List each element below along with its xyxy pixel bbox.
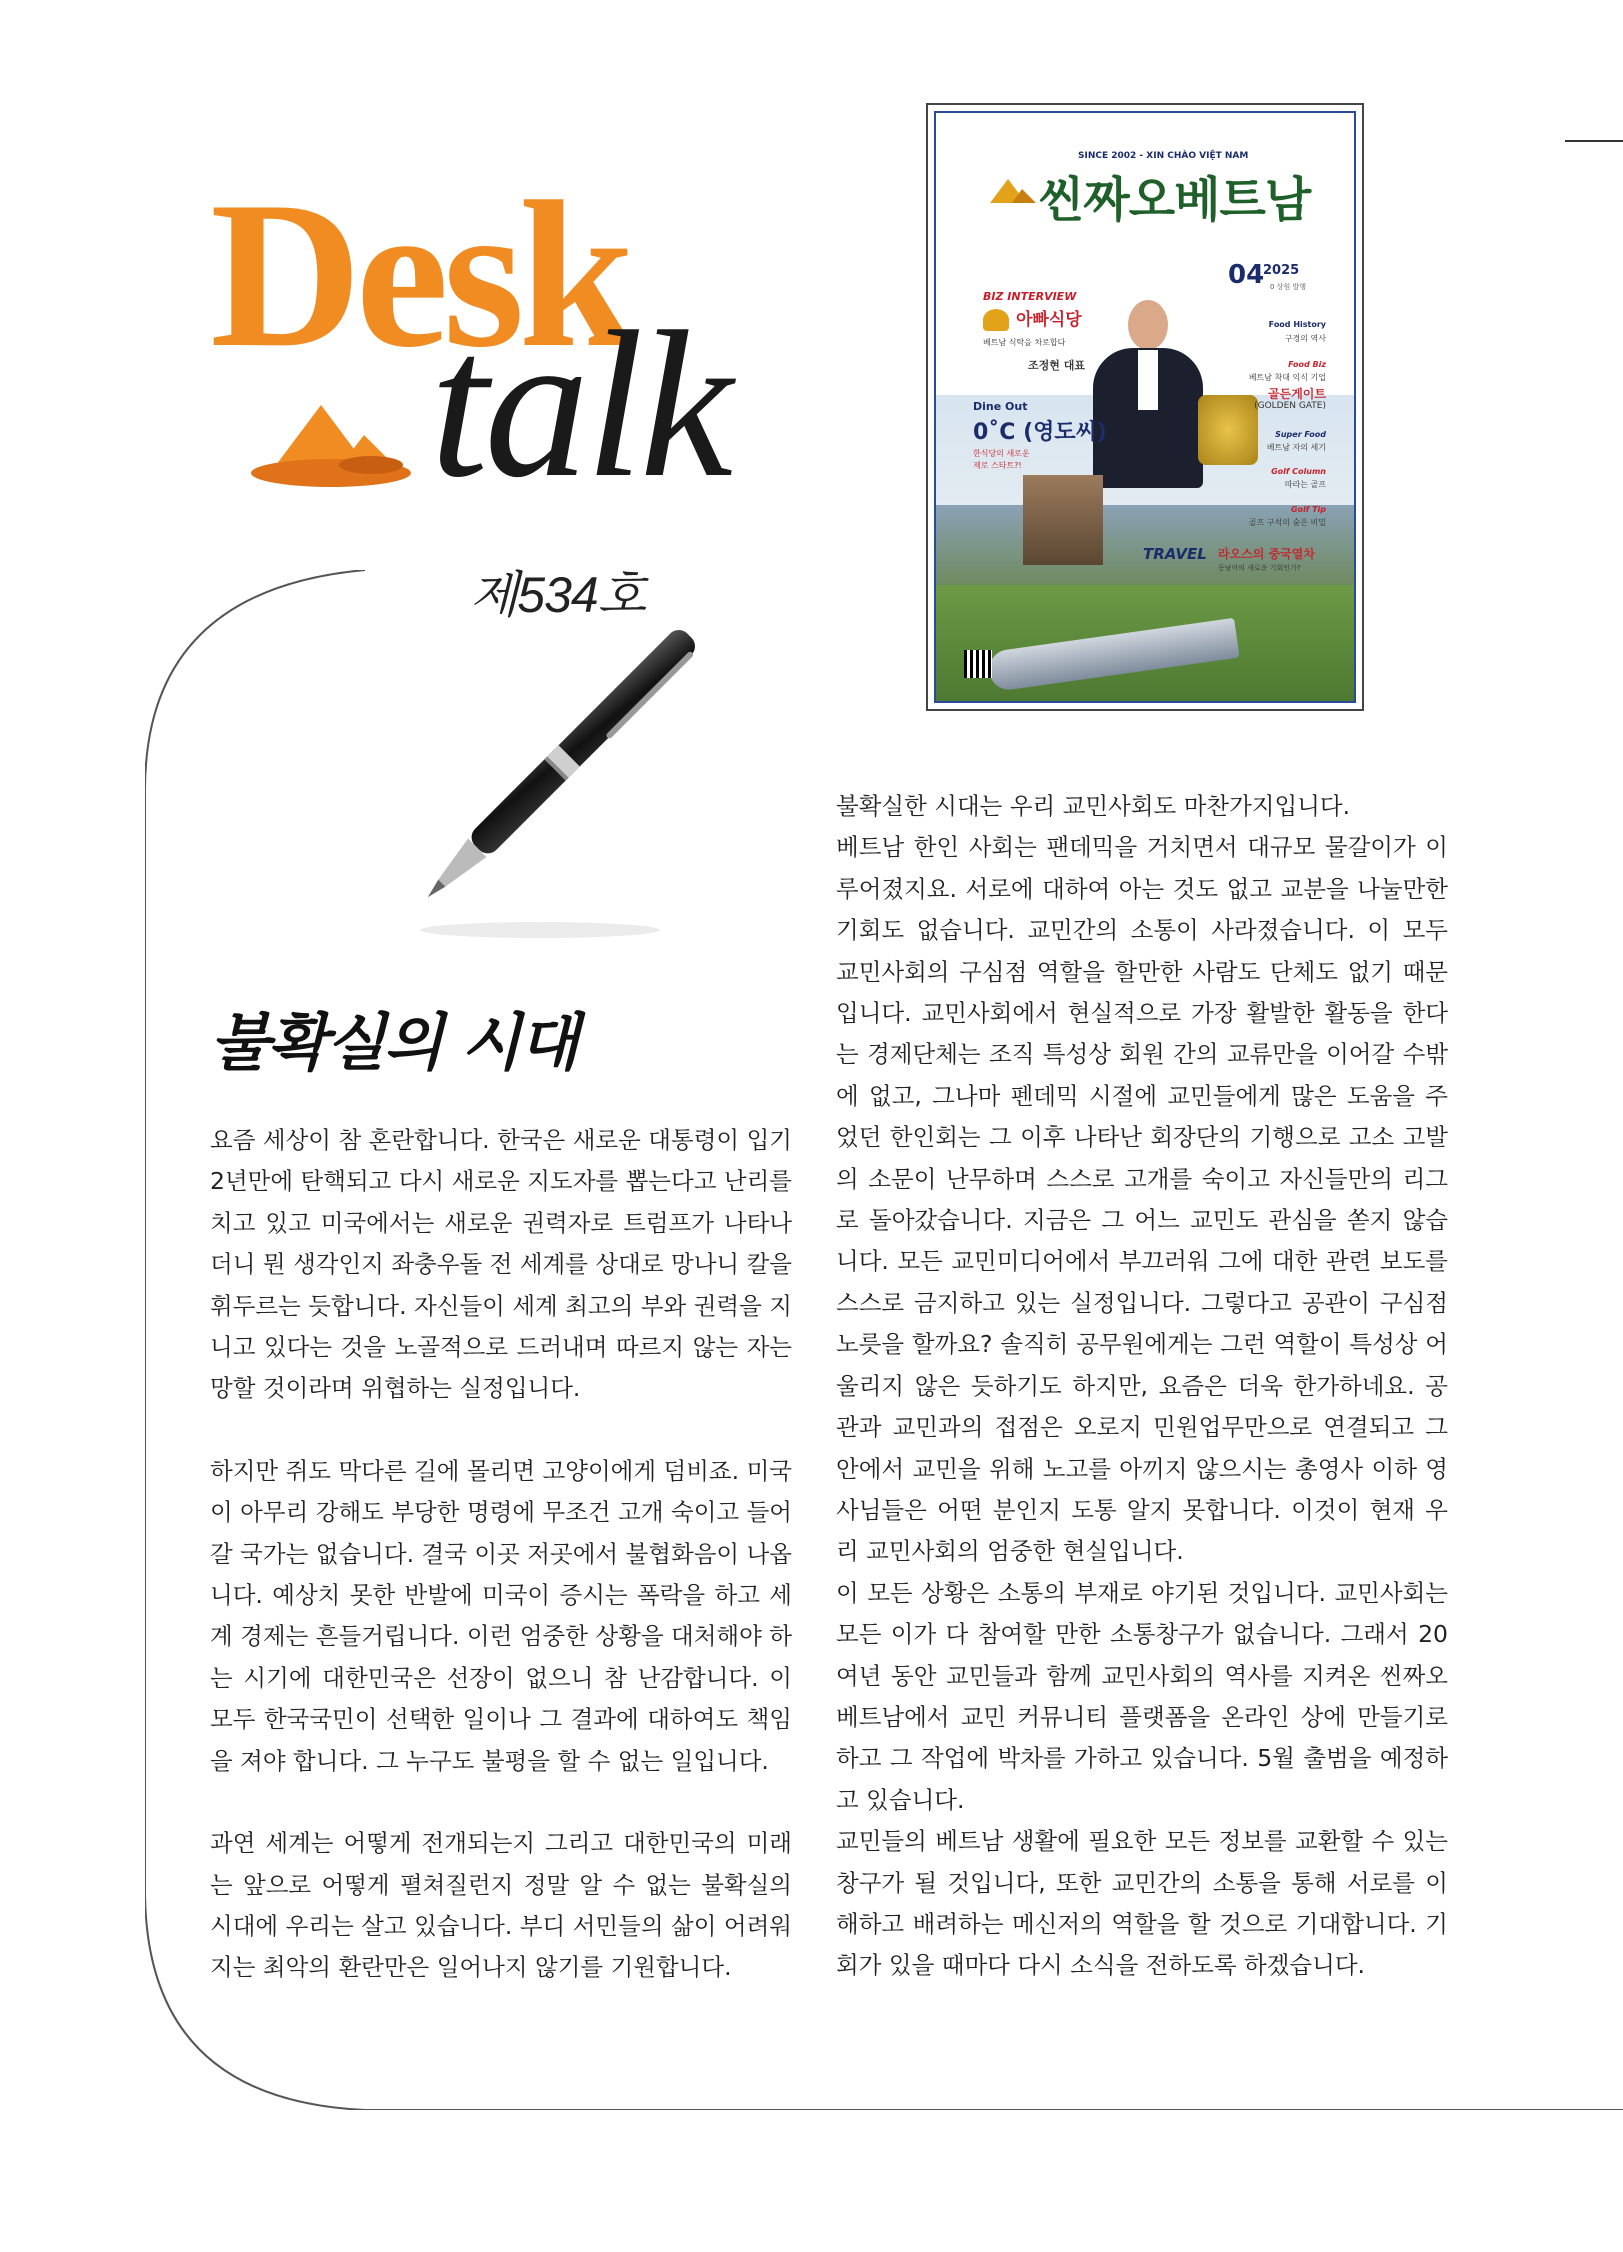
cover-laos: 라오스의 중국열차 (1218, 547, 1315, 561)
cover-golf-column: Golf Column (1271, 467, 1326, 476)
cover-food-history-sub: 구경의 역사 (1284, 334, 1326, 343)
cover-laos-sub: 동남아의 새로운 기회인가? (1218, 564, 1301, 572)
cover-golf-tip: Golf Tip (1291, 505, 1326, 514)
cover-person-name: 조정현 대표 (1028, 359, 1085, 372)
pyramid-icon (246, 395, 416, 495)
article-headline: 불확실의 시대 (210, 1006, 577, 1079)
cover-person (1093, 300, 1203, 490)
cover-travel: TRAVEL (1143, 545, 1207, 563)
cover-food-photo (1023, 475, 1103, 565)
cover-biz-interview: BIZ INTERVIEW (983, 290, 1077, 303)
article-paragraph: 불확실한 시대는 우리 교민사회도 마찬가지입니다. (836, 792, 1351, 820)
cover-logo-mark (990, 177, 1036, 205)
cover-restaurant-line: 베트남 식탁을 차로합다 (983, 338, 1066, 347)
qr-code (964, 650, 992, 678)
cover-super-food-sub: 베트남 자의 세기 (1266, 443, 1326, 452)
cover-title: 씬짜오베트남 (1038, 172, 1311, 228)
cover-zero-c: 0˚C (영도씨) (973, 420, 1107, 445)
cover-issue-month: 04 (1228, 260, 1265, 290)
pen-illustration (390, 600, 720, 960)
cover-gold (1198, 395, 1258, 465)
article-paragraph: 과연 세계는 어떻게 전개되는지 그리고 대한민국의 미래는 앞으로 어떻게 펼쳐질런지 정말 알 수 없는 불확실의 시대에 우리는 살고 있습니다. 부디 서민들의 삶이 어려워지는 최악의 환란만은 일어나지 않기를 기원합니다. (210, 1829, 792, 1982)
cover-golden-gate-en: (GOLDEN GATE) (1254, 401, 1326, 411)
cover-golf-tip-sub: 골프 구석의 숨은 비밀 (1248, 518, 1326, 527)
cover-issue-year: 2025 (1263, 263, 1300, 278)
article-left-column (210, 1120, 792, 2030)
cover-restaurant-icon (983, 309, 1009, 331)
article-paragraph: 베트남 한인 사회는 팬데믹을 거치면서 대규모 물갈이가 이루어졌지요. 서로에 대하여 아는 것도 없고 교분을 나눌만한 기회도 없습니다. 교민간의 소통이 사라졌습니다. 이 모두 교민사회의 구심점 역할을 할만한 사람도 단체도 없기 때문입니다. 교민사회에서 현실적으로 가장 활발한 활동을 한다는 경제단체는 조직 특성상 회원 간의 교류만을 이어갈 수밖에 없고, 그나마 펜데믹 시절에 교민들에게 많은 도움을 주었던 한인회는 그 이후 나타난 회장단의 기행으로 고소 고발의 소문이 난무하며 스스로 고개를 숙이고 자신들만의 리그로 돌아갔습니다. 지금은 그 어느 교민도 관심을 쏟지 않습니다. 모든 교민미디어에서 부끄러워 그에 대한 관련 보도를 스스로 금지하고 있는 실정입니다. 그렇다고 공관이 구심점 노릇을 할까요? 솔직히 공무원에게는 그런 역할이 특성상 어울리지 않은 듯하기도 하지만, 요즘은 더욱 한가하네요. 공관과 교민과의 접점은 오로지 민원업무만으로 연결되고 그 안에서 교민을 위해 노고를 아끼지 않으시는 총영사 이하 영사님들은 어떤 분인지 도통 알지 못합니다. 이것이 현재 우리 교민사회의 엄중한 현실입니다. (836, 833, 1448, 1566)
logo-desk: Desk (210, 159, 630, 391)
cover-since: SINCE 2002 - XIN CHÀO VIỆT NAM (1078, 151, 1249, 161)
corner-rule (1565, 140, 1623, 142)
cover-dine-out: Dine Out (973, 400, 1028, 413)
cover-food-history: Food History (1268, 320, 1326, 329)
article-right-column (836, 786, 1448, 1987)
cover-food-biz-sub: 베트남 착대 익식 기업 (1248, 373, 1326, 382)
article-paragraph: 이 모든 상황은 소통의 부재로 야기된 것입니다. 교민사회는 모든 이가 다 참여할 만한 소통창구가 없습니다. 그래서 20여년 동안 교민들과 함께 교민사회의 역사를 지켜온 씬짜오베트남에서 교민 커뮤니티 플랫폼을 온라인 상에 만들기로 하고 그 작업에 박차를 가하고 있습니다. 5월 출범을 예정하고 있습니다. (836, 1578, 1448, 1814)
article-paragraph: 요즘 세상이 참 혼란합니다. 한국은 새로운 대통령이 입기 2년만에 탄핵되고 다시 새로운 지도자를 뽑는다고 난리를 치고 있고 미국에서는 새로운 권력자로 트럼프가 나타나더니 뭔 생각인지 좌충우돌 전 세계를 상대로 망나니 칼을 휘두르는 듯합니다. 자신들이 세계 최고의 부와 권력을 지니고 있다는 것을 노골적으로 드러내며 따르지 않는 자는 망할 것이라며 위협하는 실정입니다. (210, 1126, 792, 1403)
cover-golf-column-sub: 따라는 골프 (1284, 480, 1326, 489)
cover-dine-sub-2: 제로 스타트?! (973, 461, 1022, 470)
cover-dine-sub-1: 한식당의 새로운 (973, 449, 1030, 458)
cover-issue-sub: 0 상원 발행 (1270, 283, 1306, 291)
cover-food-biz: Food Biz (1288, 360, 1326, 369)
cover-golden-gate-kr: 골든게이트 (1268, 387, 1326, 401)
magazine-cover (926, 103, 1364, 711)
logo-talk: talk (430, 289, 729, 521)
cover-restaurant: 아빠식당 (1016, 310, 1082, 330)
article-paragraph: 교민들의 베트남 생활에 필요한 모든 정보를 교환할 수 있는 창구가 될 것입니다, 또한 교민간의 소통을 통해 서로를 이해하고 배려하는 메신저의 역할을 할 것으로 기대합니다. 기회가 있을 때마다 다시 소식을 전하도록 하겠습니다. (836, 1827, 1448, 1980)
issue-number: 제534호 (470, 567, 646, 623)
article-paragraph: 하지만 쥐도 막다른 길에 몰리면 고양이에게 덤비죠. 미국이 아무리 강해도 부당한 명령에 무조건 고개 숙이고 들어갈 국가는 없습니다. 결국 이곳 저곳에서 불협화음이 나옵니다. 예상치 못한 반발에 미국이 증시는 폭락을 하고 세계 경제는 흔들거립니다. 이런 엄중한 상황을 대처해야 하는 시기에 대한민국은 선장이 없으니 참 난감합니다. 이 모두 한국국민이 선택한 일이나 그 결과에 대하여도 책임을 져야 합니다. 그 누구도 불평을 할 수 없는 일입니다. (210, 1456, 792, 1775)
cover-super-food: Super Food (1275, 430, 1326, 439)
